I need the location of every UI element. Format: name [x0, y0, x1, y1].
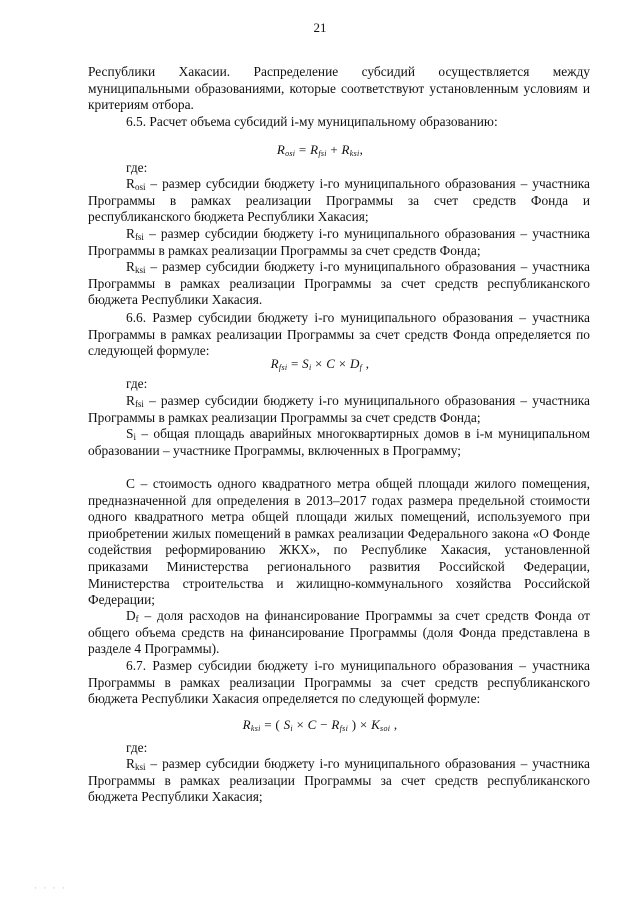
definition-r-ksi: $R_{ksi}$ – размер субсидии бюджету i-го муниципального образования – участника Программы в рамках реализации Программы за счет средств республиканского бюджета Республики Хакасия.	[88, 259, 590, 308]
definition-r-osi: $R_{osi}$ – размер субсидии бюджету i-го муниципального образования – участника Программы в рамках реализации Программы за счет средств Фонда и республиканского бюджета Республики Хакасия;	[88, 176, 590, 225]
definition-r-fsi: $R_{fsi}$ – размер субсидии бюджету i-го муниципального образования – участника Программы в рамках реализации Программы за счет средств Фонда;	[88, 226, 590, 258]
intro-paragraph: Республики Хакасии. Распределение субсидий осуществляется между муниципальными образованиями, которые соответствуют установленным условиям и критериям отбора.	[88, 64, 590, 113]
section-6-6-heading: 6.6. Размер субсидии бюджету i-го муниципального образования – участника Программы в рамках реализации Программы за счет средств Фонда определяется по следующей формуле:	[88, 310, 590, 359]
section-6-7-heading: 6.7. Размер субсидии бюджету i-го муниципального образования – участника Программы в рамках реализации Программы за счет средств республиканского бюджета Республики Хакасия определяется по следующей формуле:	[88, 658, 590, 707]
definition-s-i: $S_i$ – общая площадь аварийных многоквартирных домов в i-м муниципальном образовании – участнике Программы, включенных в Программу;	[88, 426, 590, 458]
formula-6-7: $R_{ksi}$ = ( $S_i \times C - R_{fsi}$ ) × $K_{soi}$ ,	[242, 717, 398, 733]
definition-c: С – стоимость одного квадратного метра общей площади жилого помещения, предназначенной для определения в 2013–2017 годах размера предельной стоимости одного квадратного метра общей площади жилых помещений, используемого при приобретении жилых помещений в рамках реализации Федерального закона «О Фонде содействия реформированию ЖКХ», по Республике Хакасия, установленной приказами Министерства регионального развития Российской Федерации, Министерства строительства и жилищно-коммунального хозяйства Российской Федерации;	[88, 476, 590, 608]
definition-r-fsi-6-6: $R_{fsi}$ – размер субсидии бюджету i-го муниципального образования – участника Программы в рамках реализации Программы за счет средств Фонда;	[88, 393, 590, 425]
scan-artifact: · · · ·	[34, 883, 67, 893]
definition-r-ksi-6-7: $R_{ksi}$ – размер субсидии бюджету i-го муниципального образования – участника Программы в рамках реализации Программы за счет средств республиканского бюджета Республики Хакасия;	[88, 756, 590, 805]
where-label-6-6: где:	[126, 376, 148, 391]
page-number: 21	[313, 20, 327, 35]
where-label-6-5: где:	[126, 160, 148, 175]
where-label-6-7: где:	[126, 740, 148, 755]
formula-6-6: $R_{fsi} = S_i \times C \times D_f$ ,	[270, 356, 370, 372]
definition-d-f: $D_f$ – доля расходов на финансирование Программы за счет средств Фонда от общего объема средств на финансирование Программы (доля Фонда представлена в разделе 4 Программы).	[88, 608, 590, 657]
section-6-5-heading: 6.5. Расчет объема субсидий i-му муниципальному образованию:	[126, 114, 498, 129]
formula-6-5: $R_{osi} = R_{fsi} + R_{ksi}$,	[276, 142, 364, 158]
